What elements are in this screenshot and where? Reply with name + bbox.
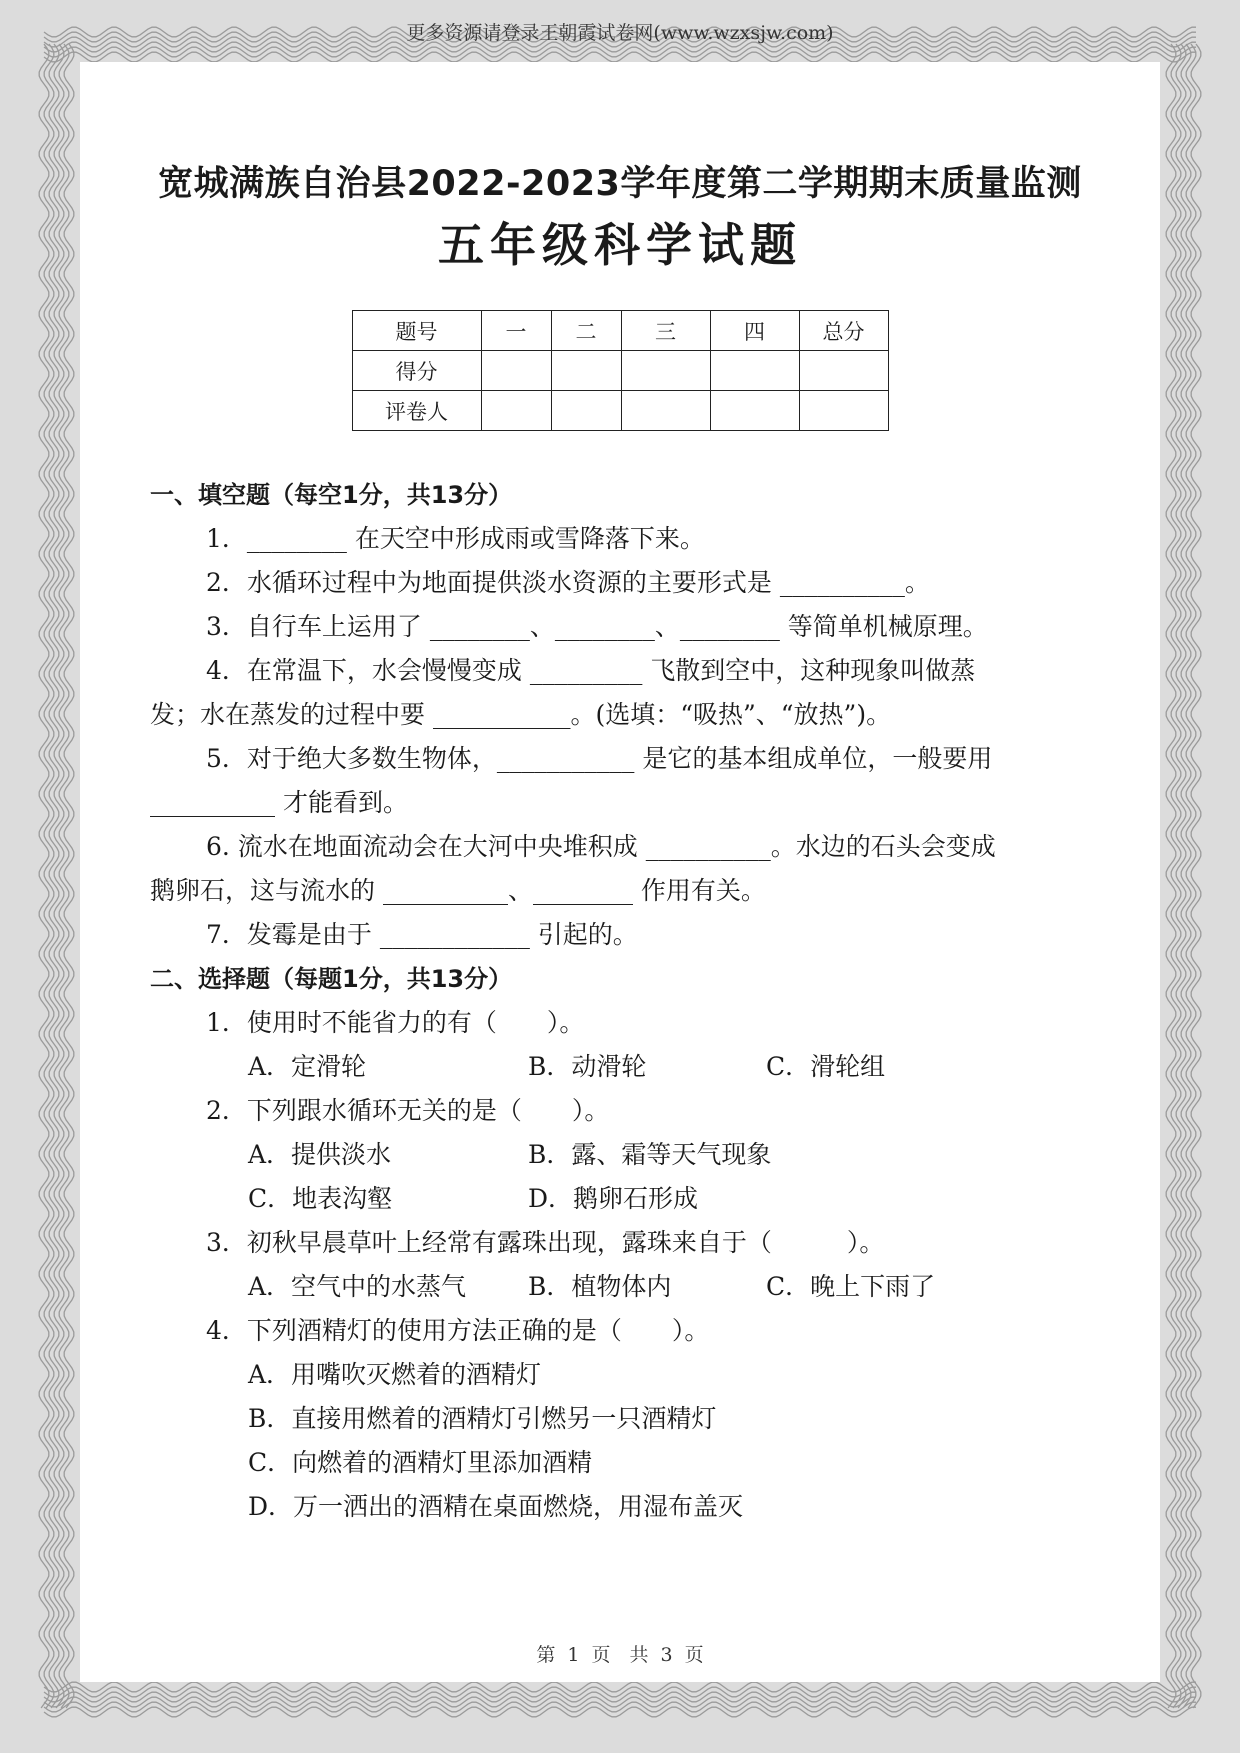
exam-content (150, 162, 1090, 1529)
option-row (150, 1133, 1090, 1177)
exam-subtitle: 五年级科学试题 (438, 218, 802, 272)
exam-title: 宽城满族自治县2022-2023学年度第二学期期末质量监测 (158, 164, 1082, 204)
option-d: D．万一洒出的酒精在桌面燃烧，用湿布盖灭 (248, 1492, 744, 1521)
option-c: C．地表沟壑 (248, 1184, 393, 1213)
score-table-row (352, 351, 888, 391)
site-watermark-note: 更多资源请登录王朝霞试卷网(www.wzxsjw.com) (406, 22, 834, 44)
header-cell: 二 (551, 311, 621, 351)
question-line: 发；水在蒸发的过程中要 ___________。(选填：“吸热”、“放热”)。 (150, 700, 892, 729)
score-cell[interactable] (799, 351, 888, 391)
question-line: 1．________ 在天空中形成雨或雪降落下来。 (206, 524, 705, 553)
row-label-cell: 得分 (352, 351, 481, 391)
question-line: 7．发霉是由于 ____________ 引起的。 (206, 920, 638, 949)
header-cell: 四 (710, 311, 799, 351)
option-b: B．植物体内 (528, 1272, 672, 1301)
option-d: D．鹅卵石形成 (528, 1184, 699, 1213)
score-table (352, 310, 889, 431)
option-row (150, 1177, 1090, 1221)
score-cell[interactable] (710, 351, 799, 391)
option-row (150, 1045, 1090, 1089)
option-b: B．直接用燃着的酒精灯引燃另一只酒精灯 (248, 1404, 717, 1433)
question-stem: 1．使用时不能省力的有（ ）。 (206, 1008, 585, 1037)
option-a: A．空气中的水蒸气 (248, 1272, 467, 1301)
question-line: 4．在常温下，水会慢慢变成 _________ 飞散到空中，这种现象叫做蒸 (206, 656, 976, 685)
score-cell[interactable] (551, 391, 621, 431)
header-cell: 一 (481, 311, 551, 351)
question-line: 鹅卵石，这与流水的 __________、________ 作用有关。 (150, 876, 766, 905)
question-line: 5．对于绝大多数生物体，___________ 是它的基本组成单位，一般要用 (206, 744, 993, 773)
score-cell[interactable] (481, 351, 551, 391)
option-c: C．晚上下雨了 (766, 1272, 936, 1301)
score-table-row (352, 391, 888, 431)
option-b: B．露、霜等天气现象 (528, 1140, 772, 1169)
section-heading-choice: 二、选择题（每题1分，共13分） (150, 965, 513, 993)
score-cell[interactable] (710, 391, 799, 431)
option-a: A．定滑轮 (248, 1052, 367, 1081)
section-heading-fill-blank: 一、填空题（每空1分，共13分） (150, 481, 513, 509)
score-cell[interactable] (481, 391, 551, 431)
question-line: 2．水循环过程中为地面提供淡水资源的主要形式是 __________。 (206, 568, 930, 597)
question-line: 6. 流水在地面流动会在大河中央堆积成 __________。水边的石头会变成 (206, 832, 996, 861)
page-number-footer: 第 1 页 共 3 页 (536, 1644, 704, 1666)
header-cell: 题号 (352, 311, 481, 351)
score-table-header-row (352, 311, 888, 351)
score-cell[interactable] (799, 391, 888, 431)
header-cell: 三 (621, 311, 710, 351)
option-a: A．用嘴吹灭燃着的酒精灯 (248, 1360, 542, 1389)
exam-page (80, 62, 1160, 1682)
score-cell[interactable] (621, 351, 710, 391)
question-line: 3．自行车上运用了 ________、________、________ 等简单机械原理。 (206, 612, 988, 641)
option-row (150, 1265, 1090, 1309)
option-a: A．提供淡水 (248, 1140, 392, 1169)
option-c: C．向燃着的酒精灯里添加酒精 (248, 1448, 593, 1477)
option-b: B．动滑轮 (528, 1052, 647, 1081)
row-label-cell: 评卷人 (352, 391, 481, 431)
question-line: __________ 才能看到。 (150, 788, 408, 817)
question-stem: 3．初秋早晨草叶上经常有露珠出现，露珠来自于（ ）。 (206, 1228, 885, 1257)
score-cell[interactable] (551, 351, 621, 391)
score-cell[interactable] (621, 391, 710, 431)
option-c: C．滑轮组 (766, 1052, 886, 1081)
question-stem: 4．下列酒精灯的使用方法正确的是（ ）。 (206, 1316, 710, 1345)
question-stem: 2．下列跟水循环无关的是（ ）。 (206, 1096, 610, 1125)
header-cell: 总分 (799, 311, 888, 351)
